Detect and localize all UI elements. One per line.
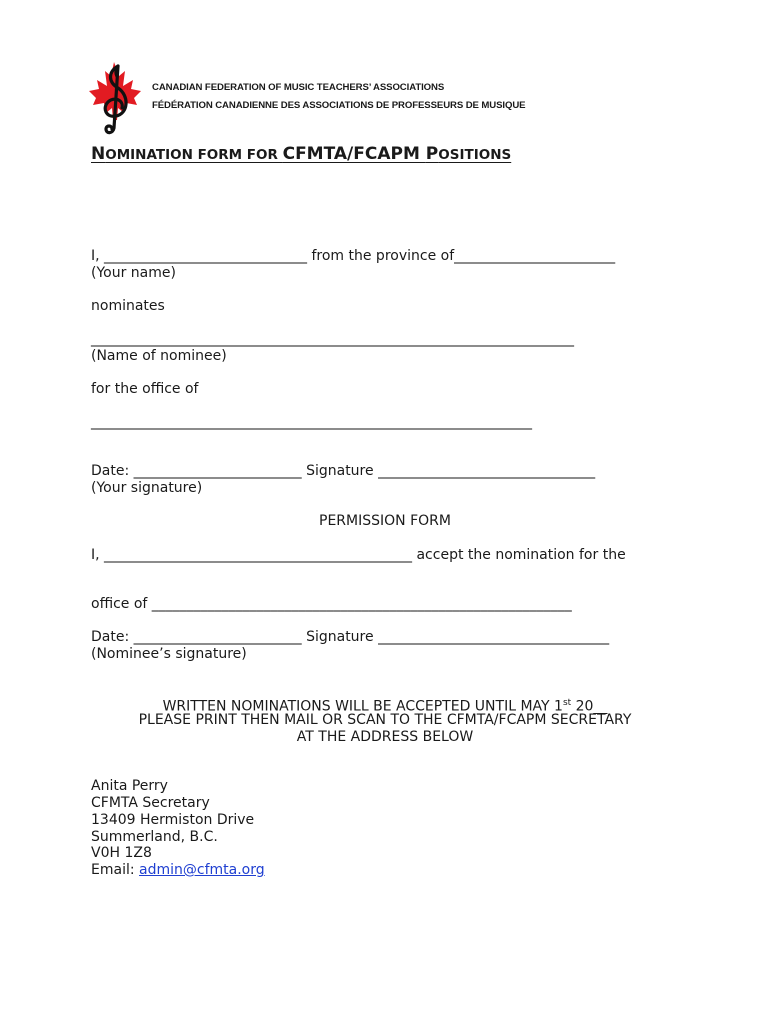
nominee-date-signature-line: Date: ________________________ Signature _________________________________ [91,629,610,645]
maple-leaf-treble-clef-icon [84,58,148,138]
email-label: Email: [91,862,140,878]
title-n-cap: N [91,144,106,164]
address-postal-code: V0H 1Z8 [91,845,152,861]
nominator-date-signature-line: Date: ________________________ Signature _______________________________ [91,463,596,479]
title-cfmta: CFMTA/FCAPM [282,144,426,164]
nominee-name-hint: (Name of nominee) [91,348,227,364]
deadline-ordinal: st [562,698,572,708]
nominee-line: _____________________________________________________________________ [91,331,574,347]
accept-office-line: office of ____________________________________________________________ [91,596,572,612]
title-p-rest: OSITIONS [438,147,512,163]
nominator-name-hint: (Your name) [91,265,176,281]
deadline-year: 20__ [571,698,608,715]
nominee-signature-hint: (Nominee’s signature) [91,646,247,662]
org-name-english: CANADIAN FEDERATION OF MUSIC TEACHERS’ ASSOCIATIONS [152,82,445,93]
title-p-cap: P [425,144,439,164]
email-link[interactable]: admin@cfmta.org [139,862,265,878]
nominates-label: nominates [91,298,165,314]
address-city: Summerland, B.C. [91,829,218,845]
page-title [91,144,511,164]
nominator-signature-hint: (Your signature) [91,480,203,496]
permission-form-heading: PERMISSION FORM [319,513,451,529]
acceptance-line: I, ____________________________________________ accept the nomination for the [91,547,626,563]
address-street: 13409 Hermiston Drive [91,812,255,828]
org-name-french: FÉDÉRATION CANADIENNE DES ASSOCIATIONS DE PROFESSEURS DE MUSIQUE [152,100,526,111]
office-label: for the office of [91,381,199,397]
address-below-note: AT THE ADDRESS BELOW [296,729,474,745]
deadline-text: WRITTEN NOMINATIONS WILL BE ACCEPTED UNTIL MAY 1 [162,698,563,715]
title-n-rest: OMINATION FORM FOR [105,147,283,163]
submission-instructions: PLEASE PRINT THEN MAIL OR SCAN TO THE CFMTA/FCAPM SECRETARY [138,712,632,728]
secretary-title: CFMTA Secretary [91,795,210,811]
email-line [91,862,265,879]
secretary-name: Anita Perry [91,778,168,794]
office-line: _______________________________________________________________ [91,414,532,430]
nominator-line: I, _____________________________ from the province of_______________________ [91,248,616,264]
